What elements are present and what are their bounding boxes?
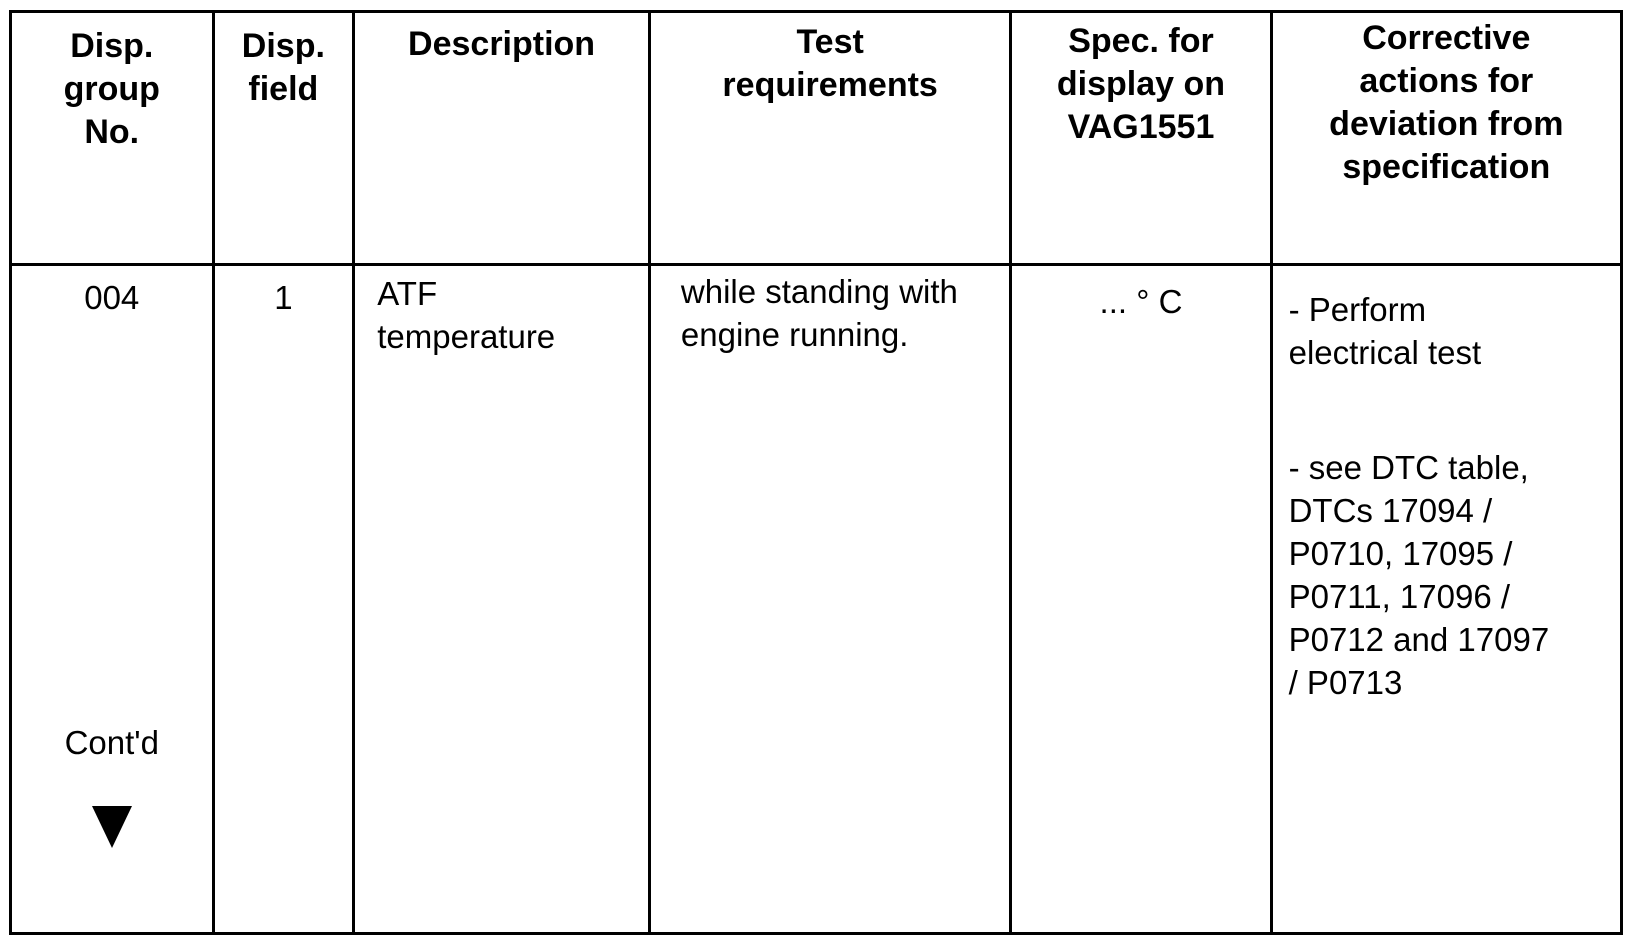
- header-label: Disp. group No.: [63, 27, 160, 151]
- header-label: Description: [408, 25, 596, 63]
- table-row: [11, 265, 1622, 934]
- cell-disp-field: [213, 265, 354, 934]
- corrective-action-dtc-table: - see DTC table, DTCs 17094 / P0710, 17095 / P0711, 17096 / P0712 and 17097 / P0713: [1288, 449, 1550, 701]
- cell-test-requirements: [649, 265, 1010, 934]
- test-requirements-text: while standing with engine running.: [680, 273, 958, 353]
- cell-group-no: [11, 265, 214, 934]
- field-number: 1: [274, 279, 293, 316]
- header-spec-display: [1011, 12, 1271, 265]
- header-corrective-actions: [1271, 12, 1621, 265]
- cell-spec: [1011, 265, 1271, 934]
- header-label: Corrective actions for deviation from specification: [1329, 19, 1564, 186]
- cell-description: [354, 265, 650, 934]
- header-label: Spec. for display on VAG1551: [1056, 22, 1226, 146]
- continued-label: Cont'd: [64, 724, 159, 761]
- cell-corrective-actions: [1271, 265, 1621, 934]
- corrective-action-electrical-test: - Perform electrical test: [1288, 291, 1482, 371]
- group-number: 004: [84, 279, 140, 316]
- header-disp-field: [213, 12, 354, 265]
- spec-value: ... ° C: [1099, 283, 1183, 320]
- header-row: [11, 12, 1622, 265]
- header-label: Disp. field: [241, 27, 325, 108]
- header-disp-group-no: [11, 12, 214, 265]
- down-triangle-icon: [92, 806, 132, 848]
- measuring-value-table: [9, 10, 1623, 935]
- header-label: Test requirements: [722, 23, 938, 104]
- header-test-requirements: [649, 12, 1010, 265]
- header-description: [354, 12, 650, 265]
- description-text: ATF temperature: [377, 275, 556, 355]
